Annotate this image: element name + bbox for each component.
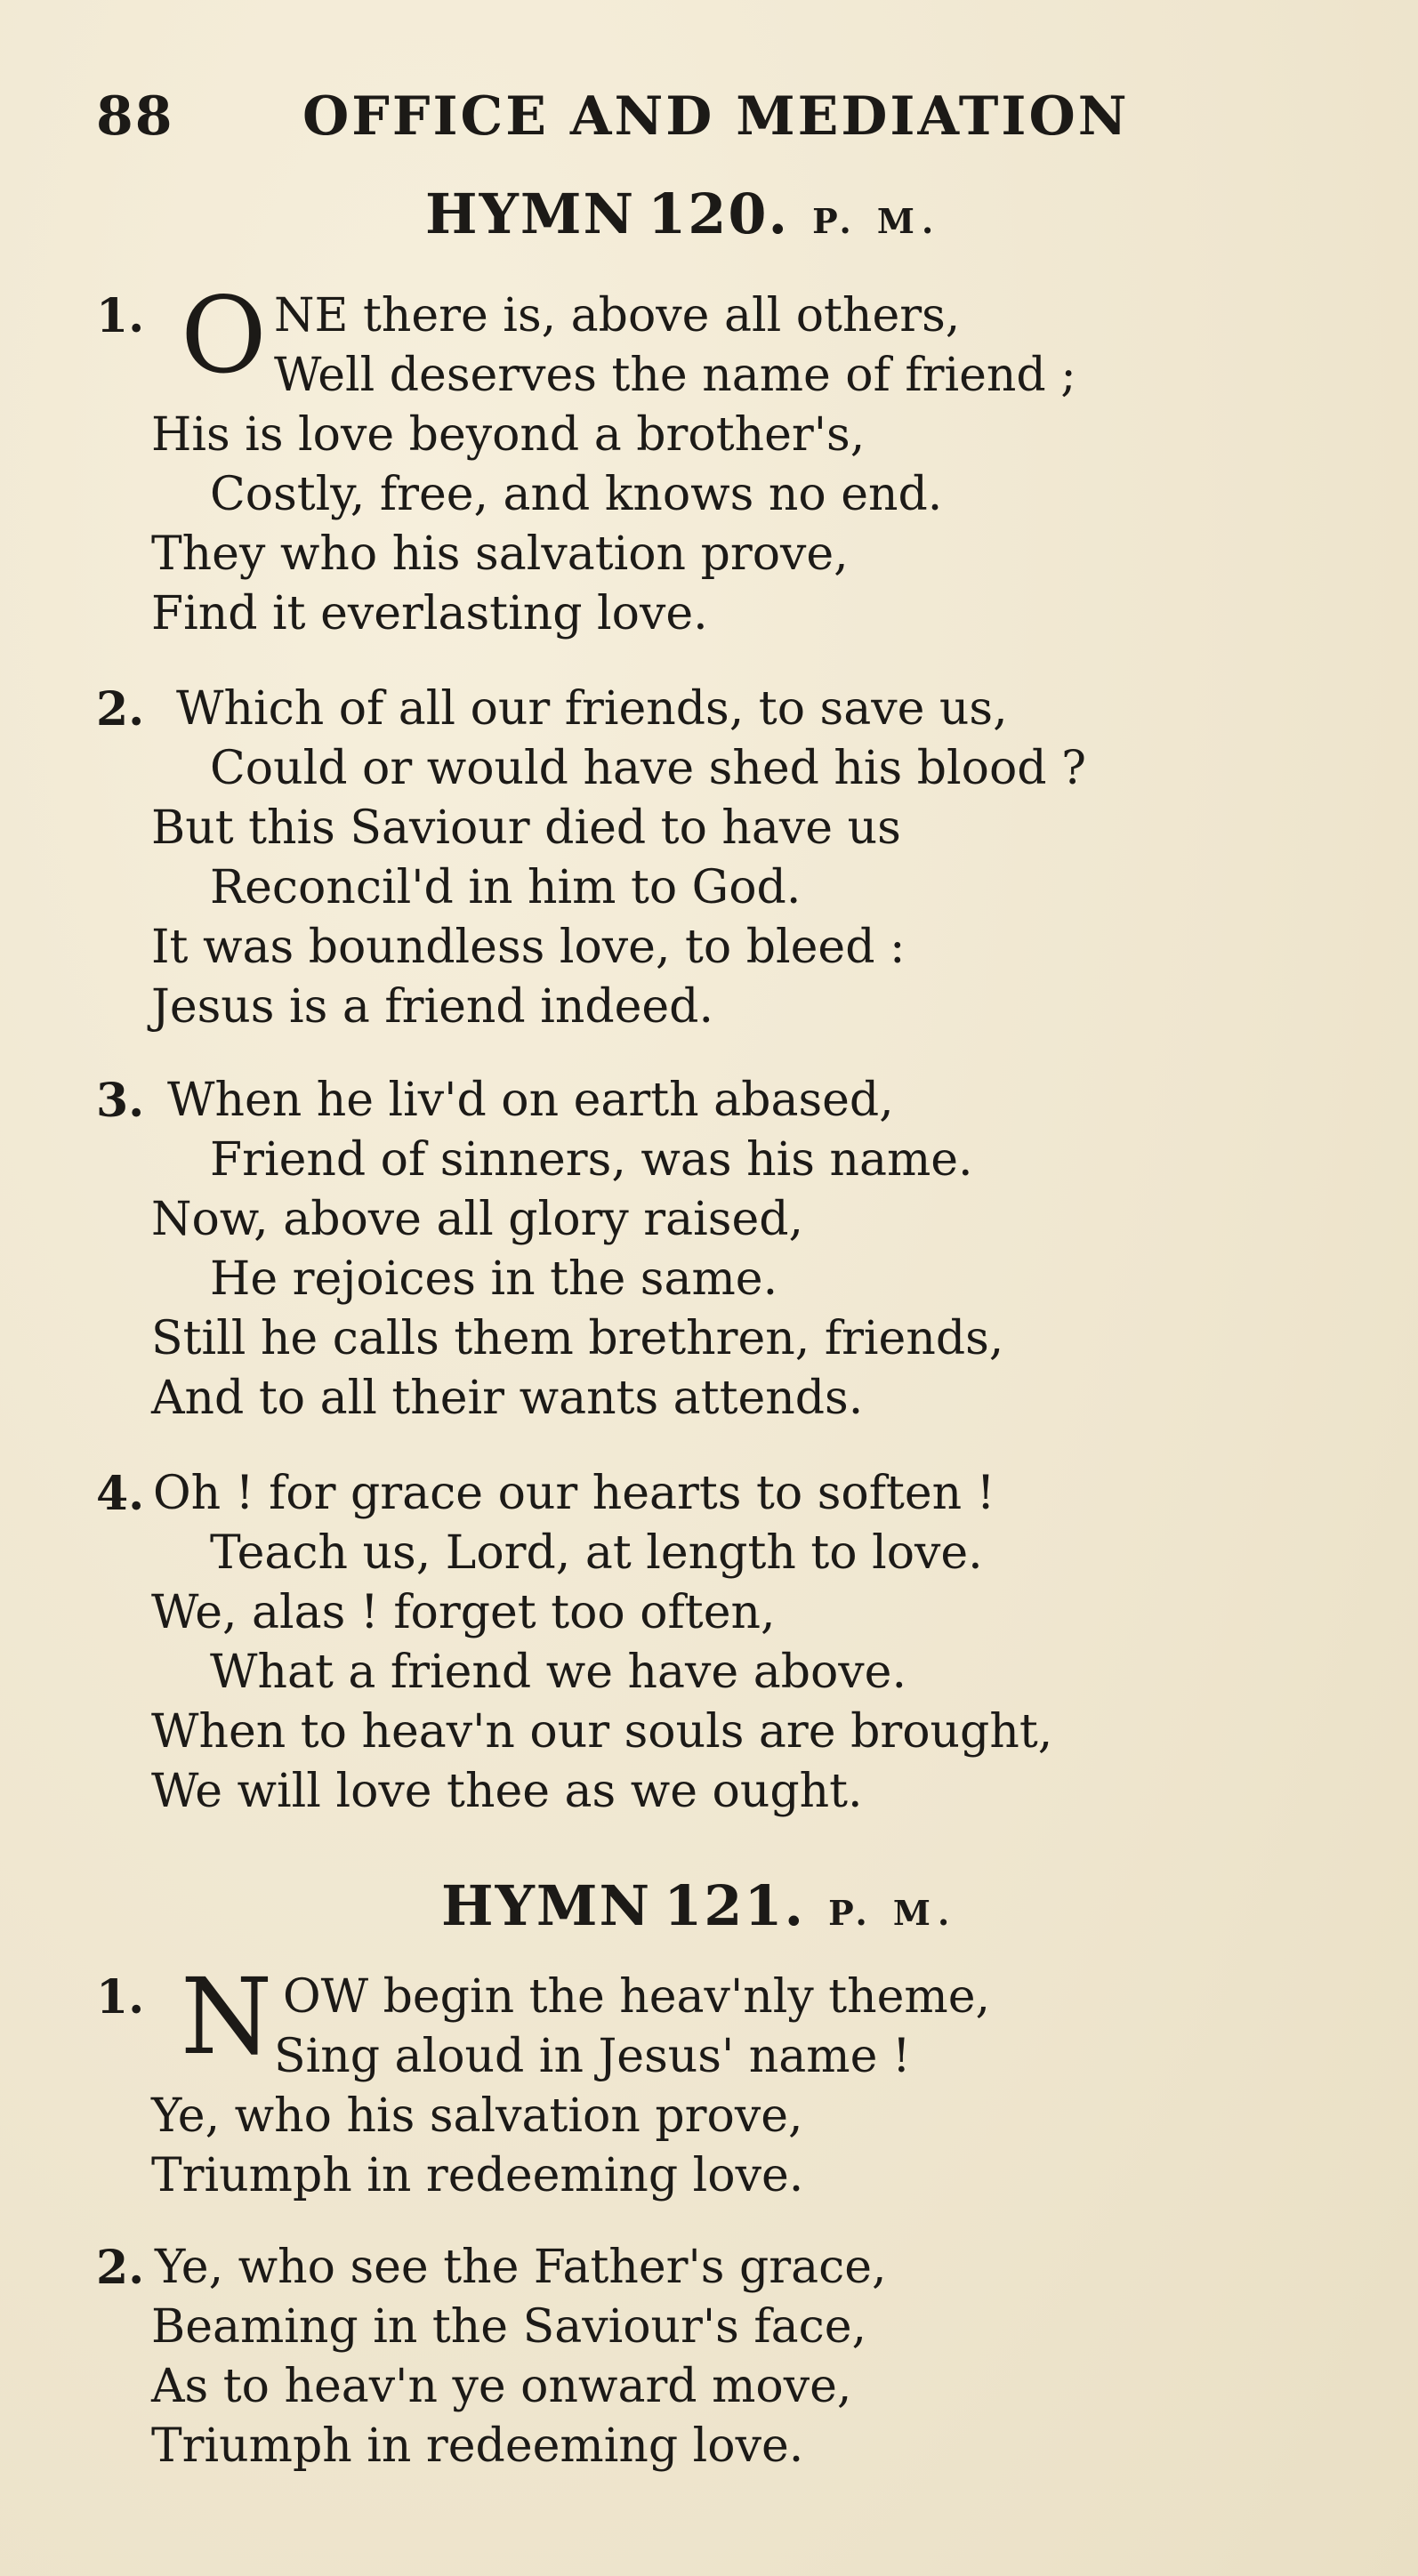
page-number: 88 [96,85,174,148]
verse-line: When to heav'n our souls are brought, [151,1705,1053,1759]
verse-line: It was boundless love, to bleed : [151,921,906,974]
verse-line: Could or would have shed his blood ? [210,742,1086,795]
verse-line: Find it everlasting love. [151,587,708,640]
stanza-number: 1. [96,1970,145,2025]
verse-line: They who his salvation prove, [151,527,849,581]
verse-line: We, alas ! forget too often, [151,1586,776,1639]
stanza-number: 1. [96,289,145,343]
verse-line: His is love beyond a brother's, [151,408,866,462]
verse-line: Reconcil'd in him to God. [210,861,802,914]
hymn-meter: P. M. [828,1893,957,1933]
verse-line: Jesus is a friend indeed. [151,980,713,1034]
hymn-number: 120. [648,181,790,246]
verse-line: We will love thee as we ought. [151,1765,863,1818]
verse-line: Costly, free, and knows no end. [210,468,943,521]
stanza [96,680,1164,1037]
verse-line: Now, above all glory raised, [151,1193,804,1246]
verse-line: What a friend we have above. [210,1646,906,1699]
verse-line: Oh ! for grace our hearts to soften ! [153,1467,995,1520]
verse-line: NE there is, above all others, [274,289,961,342]
stanza [96,1955,1164,2206]
verse-line: Ye, who his salvation prove, [151,2089,803,2143]
verse-line: And to all their wants attends. [151,1372,864,1425]
verse-line: Beaming in the Saviour's face, [151,2300,867,2354]
stanza [96,1071,1164,1429]
running-title: OFFICE AND MEDIATION [302,85,1130,148]
verse-line: When he liv'd on earth abased, [167,1074,894,1127]
stanza-number: 2. [96,2241,145,2295]
hymn-title-120 [425,181,940,246]
verse-line: He rejoices in the same. [210,1252,778,1306]
verse-line: Which of all our friends, to save us, [176,682,1008,736]
hymn-title-121 [441,1873,956,1938]
drop-cap: O [181,274,267,397]
page-header [96,85,1137,157]
stanza-number: 3. [96,1074,145,1128]
verse-line: Still he calls them brethren, friends, [151,1312,1004,1365]
verse-line: Triumph in redeeming love. [151,2149,804,2202]
verse-line: OW begin the heav'nly theme, [283,1970,991,2024]
hymn-name: HYMN [425,181,636,246]
verse-line: Triumph in redeeming love. [151,2419,804,2473]
verse-line: As to heav'n ye onward move, [151,2360,852,2413]
verse-line: But this Saviour died to have us [151,801,901,855]
stanza-number: 4. [96,1467,145,1521]
verse-line: Friend of sinners, was his name. [210,1133,973,1187]
verse-line: Sing aloud in Jesus' name ! [274,2030,911,2083]
verse-line: Ye, who see the Father's grace, [155,2241,887,2294]
stanza [96,1464,1164,1822]
verse-line: Teach us, Lord, at length to love. [210,1526,983,1580]
hymn-meter: P. M. [812,201,941,241]
verse-line: Well deserves the name of friend ; [274,349,1076,402]
stanza [96,2238,1164,2476]
hymn-name: HYMN [441,1873,652,1938]
stanza [96,274,1164,644]
drop-cap: N [181,1955,273,2078]
stanza-number: 2. [96,682,145,737]
hymn-number: 121. [664,1873,806,1938]
